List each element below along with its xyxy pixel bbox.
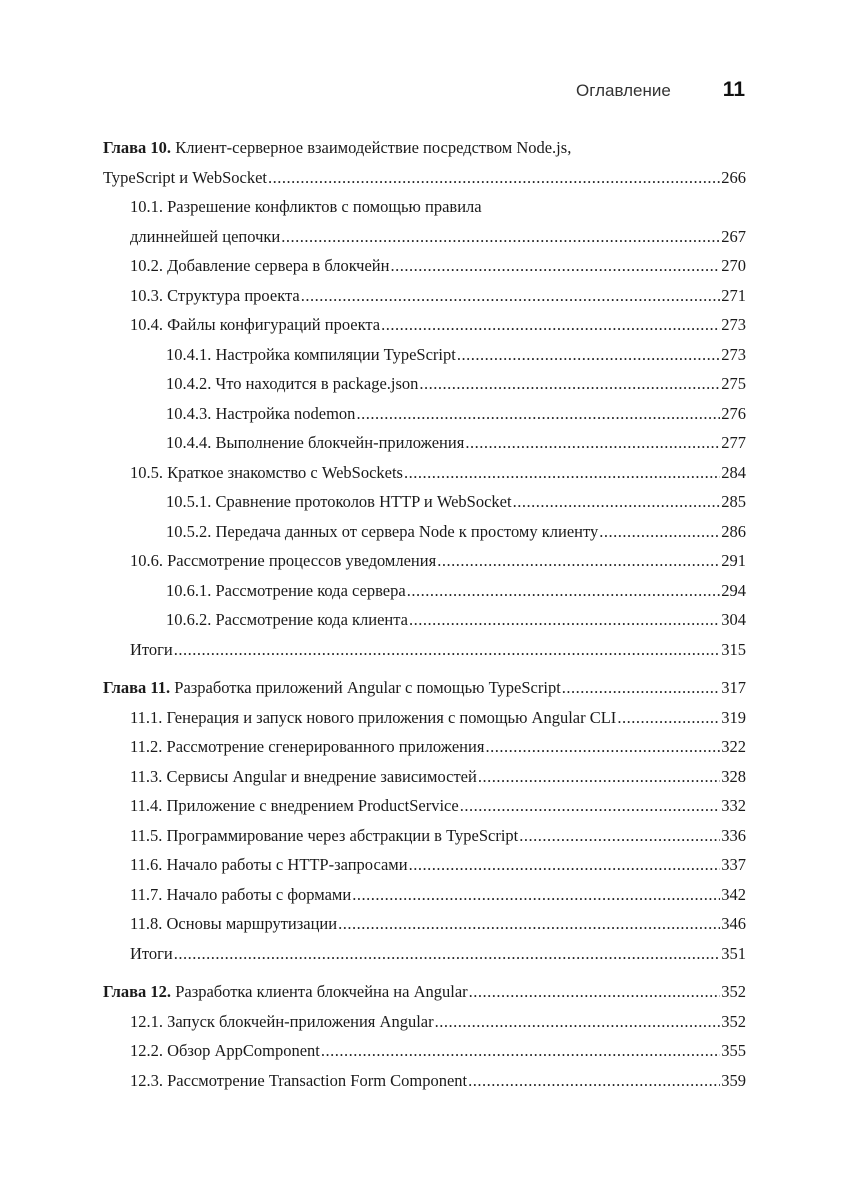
toc-entry-page: 346 [721, 914, 746, 933]
toc-entry-10-3[interactable] [103, 281, 746, 311]
toc-entry-10-1-page: 267 [721, 226, 746, 246]
toc-entry-11-8[interactable] [103, 909, 746, 939]
toc-entry-page: 322 [721, 737, 746, 756]
chapter-11-prefix: Глава 11. [103, 678, 171, 697]
toc-entry-title: 10.6.1. Рассмотрение кода сервера [166, 580, 406, 600]
toc-entry-10-4[interactable] [103, 310, 746, 340]
table-of-contents [103, 133, 746, 1104]
toc-entry-page: 277 [721, 433, 746, 452]
chapter-10-page: 266 [721, 167, 746, 187]
toc-entry-11-summary[interactable] [103, 939, 746, 969]
toc-entry-10-6-1[interactable] [103, 576, 746, 606]
toc-entry-title: 12.1. Запуск блокчейн-приложения Angular [130, 1011, 434, 1031]
toc-entry-11-2[interactable] [103, 732, 746, 762]
chapter-12-heading[interactable] [103, 977, 746, 1007]
toc-entry-page: 270 [721, 256, 746, 275]
toc-entry-title: 11.7. Начало работы с формами [130, 884, 352, 904]
toc-entry-10-6-2[interactable] [103, 605, 746, 635]
toc-entry-page: 352 [721, 1011, 746, 1031]
toc-entry-10-5-1[interactable] [103, 487, 746, 517]
toc-entry-title: 10.5.2. Передача данных от сервера Node к простому клиенту [166, 521, 599, 541]
running-head-title: Оглавление [576, 81, 671, 100]
toc-entry-title: 11.6. Начало работы с HTTP-запросами [130, 855, 408, 874]
toc-entry-title: 10.3. Структура проекта [130, 285, 300, 305]
toc-entry-title: 10.4.3. Настройка nodemon [166, 403, 356, 423]
toc-entry-title: 11.8. Основы маршрутизации [130, 914, 338, 933]
toc-entry-title: 10.6.2. Рассмотрение кода клиента [166, 610, 408, 629]
chapter-10-prefix: Глава 10. [103, 138, 172, 157]
toc-entry-page: 304 [721, 610, 746, 629]
toc-entry-title: 11.2. Рассмотрение сгенерированного приложения [130, 737, 485, 756]
toc-entry-page: 328 [721, 766, 746, 786]
chapter-11-page: 317 [721, 678, 746, 697]
toc-entry-11-5[interactable] [103, 821, 746, 851]
toc-entry-page: 286 [721, 521, 746, 541]
toc-entry-page: 355 [721, 1041, 746, 1060]
toc-entry-10-5[interactable] [103, 458, 746, 488]
toc-entry-title: 10.5. Краткое знакомство с WebSockets [130, 462, 403, 482]
chapter-10-title-line1: Клиент-серверное взаимодействие посредством Node.js, [175, 138, 572, 157]
chapter-10-title-line2: TypeScript и WebSocket [103, 167, 267, 187]
toc-entry-10-4-2[interactable] [103, 369, 746, 399]
toc-entry-title: 10.4. Файлы конфигураций проекта [130, 315, 381, 334]
chapter-10 [103, 133, 746, 664]
chapter-12-title: Разработка клиента блокчейна на Angular [175, 982, 468, 1001]
toc-entry-title: Итоги [130, 639, 173, 659]
toc-entry-title: 12.2. Обзор AppComponent [130, 1041, 320, 1060]
toc-entry-10-2[interactable] [103, 251, 746, 281]
toc-entry-10-1-line2: длиннейшей цепочки [130, 226, 281, 246]
chapter-11-heading[interactable] [103, 673, 746, 703]
toc-entry-11-1[interactable] [103, 703, 746, 733]
toc-entry-title: 11.3. Сервисы Angular и внедрение зависимостей [130, 766, 477, 786]
toc-entry-title: 11.1. Генерация и запуск нового приложения с помощью Angular CLI [130, 707, 617, 727]
chapter-12 [103, 977, 746, 1095]
toc-entry-10-6[interactable] [103, 546, 746, 576]
toc-entry-title: 10.5.1. Сравнение протоколов HTTP и WebSocket [166, 492, 512, 511]
page-number: 11 [722, 78, 745, 101]
toc-entry-title: 10.4.1. Настройка компиляции TypeScript [166, 344, 456, 364]
toc-entry-10-5-2[interactable] [103, 517, 746, 547]
toc-entry-11-7[interactable] [103, 880, 746, 910]
toc-entry-12-1[interactable] [103, 1007, 746, 1037]
toc-entry-title: 12.3. Рассмотрение Transaction Form Component [130, 1070, 468, 1090]
toc-entry-page: 294 [721, 580, 746, 600]
toc-entry-10-summary[interactable] [103, 635, 746, 665]
toc-entry-10-4-1[interactable] [103, 340, 746, 370]
toc-entry-page: 332 [721, 796, 746, 815]
toc-entry-page: 315 [721, 639, 746, 659]
chapter-12-prefix: Глава 12. [103, 982, 172, 1001]
running-head [0, 78, 745, 102]
toc-entry-10-1-line1: 10.1. Разрешение конфликтов с помощью правила [130, 197, 482, 216]
toc-entry-11-4[interactable] [103, 791, 746, 821]
toc-entry-page: 285 [721, 492, 746, 511]
toc-entry-page: 336 [721, 825, 746, 845]
toc-entry-page: 291 [721, 551, 746, 570]
toc-entry-12-3[interactable] [103, 1066, 746, 1096]
toc-entry-page: 273 [721, 315, 746, 334]
chapter-10-heading[interactable] [103, 133, 746, 192]
toc-entry-page: 271 [721, 285, 746, 305]
toc-entry-page: 342 [721, 884, 746, 904]
toc-entry-title: Итоги [130, 943, 173, 963]
toc-entry-page: 275 [721, 374, 746, 393]
toc-entry-page: 351 [721, 943, 746, 963]
toc-entry-10-4-4[interactable] [103, 428, 746, 458]
toc-entry-page: 319 [721, 707, 746, 727]
chapter-11 [103, 673, 746, 968]
toc-entry-10-1[interactable] [103, 192, 746, 251]
toc-entry-page: 284 [721, 462, 746, 482]
toc-entry-title: 11.4. Приложение с внедрением ProductService [130, 796, 459, 815]
toc-entry-title: 10.2. Добавление сервера в блокчейн [130, 256, 390, 275]
toc-entry-11-6[interactable] [103, 850, 746, 880]
chapter-11-title: Разработка приложений Angular с помощью TypeScript [174, 678, 561, 697]
toc-entry-title: 10.4.2. Что находится в package.json [166, 374, 419, 393]
toc-entry-12-2[interactable] [103, 1036, 746, 1066]
toc-entry-title: 10.6. Рассмотрение процессов уведомления [130, 551, 437, 570]
toc-entry-11-3[interactable] [103, 762, 746, 792]
chapter-12-page: 352 [721, 982, 746, 1001]
toc-entry-title: 10.4.4. Выполнение блокчейн-приложения [166, 433, 465, 452]
toc-entry-10-4-3[interactable] [103, 399, 746, 429]
toc-entry-page: 337 [721, 855, 746, 874]
toc-entry-page: 359 [721, 1070, 746, 1090]
toc-entry-page: 276 [721, 403, 746, 423]
toc-entry-page: 273 [721, 344, 746, 364]
toc-entry-title: 11.5. Программирование через абстракции в TypeScript [130, 825, 519, 845]
